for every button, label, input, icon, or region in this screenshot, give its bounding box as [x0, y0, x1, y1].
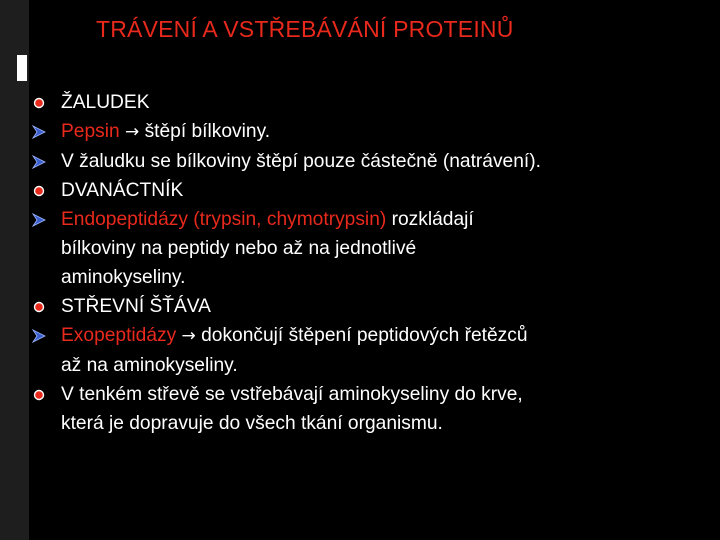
- bullet-text: [61, 88, 718, 117]
- section-bullet-item: [32, 176, 718, 205]
- section-bullet-item: [32, 88, 718, 117]
- bullet-text: [61, 321, 718, 351]
- bullet-continuation-line: aminokyseliny.: [61, 267, 186, 288]
- red-dot-bullet-icon: [32, 96, 46, 110]
- bullet-text-run: Endopeptidázy (trypsin, chymotrypsin): [61, 209, 387, 230]
- section-bullet-item: [32, 292, 718, 321]
- chevron-arrow-bullet-icon: [32, 125, 46, 139]
- sub-bullet-item: [32, 321, 718, 380]
- bullet-text: [61, 147, 718, 176]
- left-decoration-strip: [0, 0, 29, 540]
- bullet-text-run: ŽALUDEK: [61, 92, 150, 113]
- bullet-text: [61, 117, 718, 147]
- chevron-arrow-bullet-icon: [32, 155, 46, 169]
- chevron-arrow-bullet-icon: [32, 213, 46, 227]
- sub-bullet-item: [32, 147, 718, 176]
- sub-bullet-item: [32, 205, 718, 292]
- chevron-arrow-bullet-icon: [32, 329, 46, 343]
- bullet-text-run: dokončují štěpení peptidových řetězců: [195, 325, 528, 346]
- title-marker: [17, 55, 27, 81]
- sub-bullet-item: [32, 117, 718, 147]
- bullet-text-run: Exopeptidázy: [61, 325, 182, 346]
- bullet-text-run: rozkládají: [386, 209, 474, 230]
- bullet-continuation-line: bílkoviny na peptidy nebo až na jednotlivé: [61, 238, 417, 259]
- bullet-text-run: DVANÁCTNÍK: [61, 180, 184, 201]
- bullet-list: [32, 88, 718, 438]
- red-dot-bullet-icon: [32, 300, 46, 314]
- bullet-text: [61, 380, 718, 409]
- section-bullet-item: [32, 380, 718, 438]
- arrow-icon: →: [125, 122, 140, 142]
- slide-title: TRÁVENÍ A VSTŘEBÁVÁNÍ PROTEINŮ: [96, 16, 514, 42]
- bullet-text-run: STŘEVNÍ ŠŤÁVA: [61, 296, 211, 317]
- bullet-text: [61, 292, 718, 321]
- arrow-icon: →: [181, 326, 196, 346]
- bullet-continuation-line: až na aminokyseliny.: [61, 355, 238, 376]
- bullet-continuation-line: která je dopravuje do všech tkání organismu.: [61, 413, 443, 434]
- bullet-text-run: V žaludku se bílkoviny štěpí pouze částečně (natrávení).: [61, 151, 541, 172]
- bullet-text-run: Pepsin: [61, 121, 125, 142]
- bullet-text: [61, 205, 718, 234]
- red-dot-bullet-icon: [32, 388, 46, 402]
- red-dot-bullet-icon: [32, 184, 46, 198]
- bullet-text: [61, 176, 718, 205]
- bullet-text-run: štěpí bílkoviny.: [139, 121, 271, 142]
- bullet-text-run: V tenkém střevě se vstřebávají aminokyseliny do krve,: [61, 384, 523, 405]
